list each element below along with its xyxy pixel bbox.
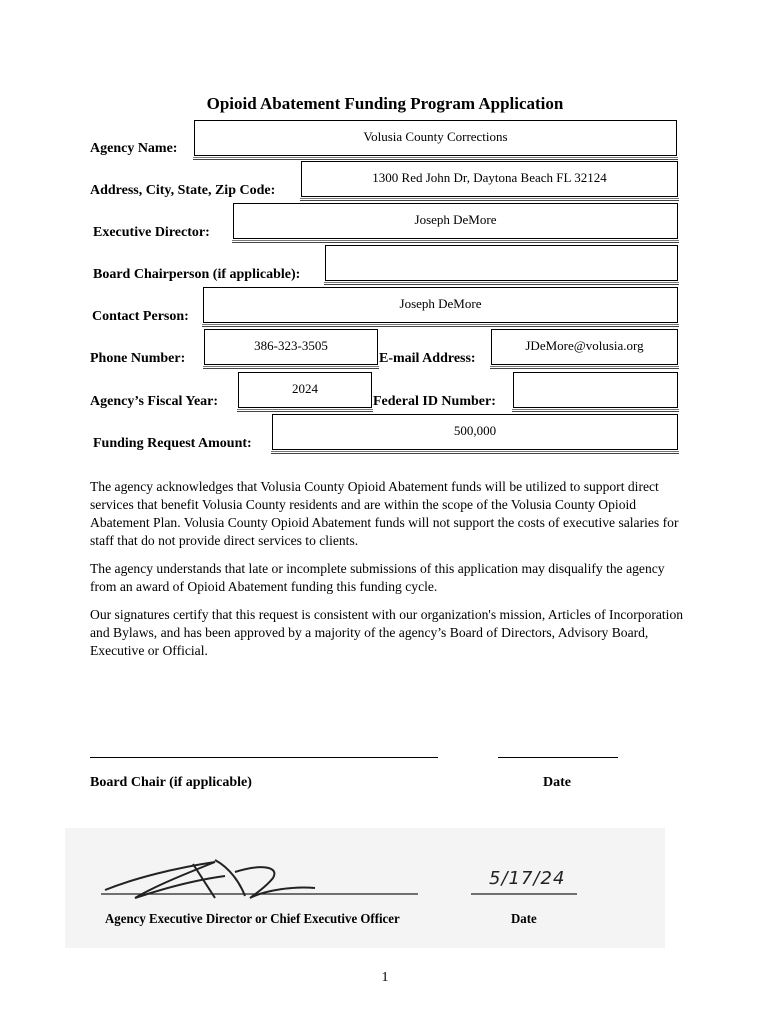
fiscal-year-label: Agency’s Fiscal Year: (90, 394, 219, 409)
board-chair-signature-line[interactable] (90, 757, 438, 758)
board-chair-date-line[interactable] (498, 757, 618, 758)
fiscal-year-field[interactable]: 2024 (238, 372, 372, 408)
executive-date-label: Date (511, 912, 537, 927)
page-number: 1 (381, 970, 389, 985)
federal-id-field[interactable] (513, 372, 678, 408)
board-chairperson-field[interactable] (325, 245, 678, 281)
contact-person-field[interactable]: Joseph DeMore (203, 287, 678, 323)
agency-name-field[interactable]: Volusia County Corrections (194, 120, 677, 156)
address-field[interactable]: 1300 Red John Dr, Daytona Beach FL 32124 (301, 161, 678, 197)
executive-signature-label: Agency Executive Director or Chief Executive Officer (105, 912, 400, 927)
executive-signature (65, 828, 665, 948)
scanned-signature-block (65, 828, 665, 948)
executive-date-value: 5/17/24 (489, 868, 566, 889)
phone-number-field[interactable]: 386-323-3505 (204, 329, 378, 365)
executive-director-field[interactable]: Joseph DeMore (233, 203, 678, 239)
funding-request-field[interactable]: 500,000 (272, 414, 678, 450)
phone-number-label: Phone Number: (90, 351, 186, 366)
address-label: Address, City, State, Zip Code: (90, 183, 276, 198)
contact-person-label: Contact Person: (92, 309, 189, 324)
email-address-field[interactable]: JDeMore@volusia.org (491, 329, 678, 365)
agency-name-label: Agency Name: (90, 141, 178, 156)
executive-director-label: Executive Director: (93, 225, 210, 240)
board-chair-date-label: Date (543, 775, 571, 790)
late-submission-paragraph: The agency understands that late or incomplete submissions of this application may disqualify the agency from an award of Opioid Abatement funding this funding cycle. (90, 561, 665, 594)
board-chairperson-label: Board Chairperson (if applicable): (93, 267, 301, 282)
board-chair-label: Board Chair (if applicable) (90, 775, 252, 790)
funding-request-label: Funding Request Amount: (93, 436, 252, 451)
email-address-label: E-mail Address: (379, 351, 476, 366)
federal-id-label: Federal ID Number: (373, 394, 496, 409)
acknowledgement-paragraph: The agency acknowledges that Volusia County Opioid Abatement funds will be utilized to support direct services that benefit Volusia County residents and are within the scope of the Volusia County Opioid Abatement Plan. Volusia County Opioid Abatement funds will not support the costs of executive salaries for staff that do not provide direct services to clients. (90, 479, 679, 548)
page-title: Opioid Abatement Funding Program Application (206, 94, 564, 113)
certification-paragraph: Our signatures certify that this request is consistent with our organization's mission, Articles of Incorporation and Bylaws, and has been approved by a majority of the agency’s Board of Directors, Advisory Board, Executive or Official. (90, 607, 684, 658)
